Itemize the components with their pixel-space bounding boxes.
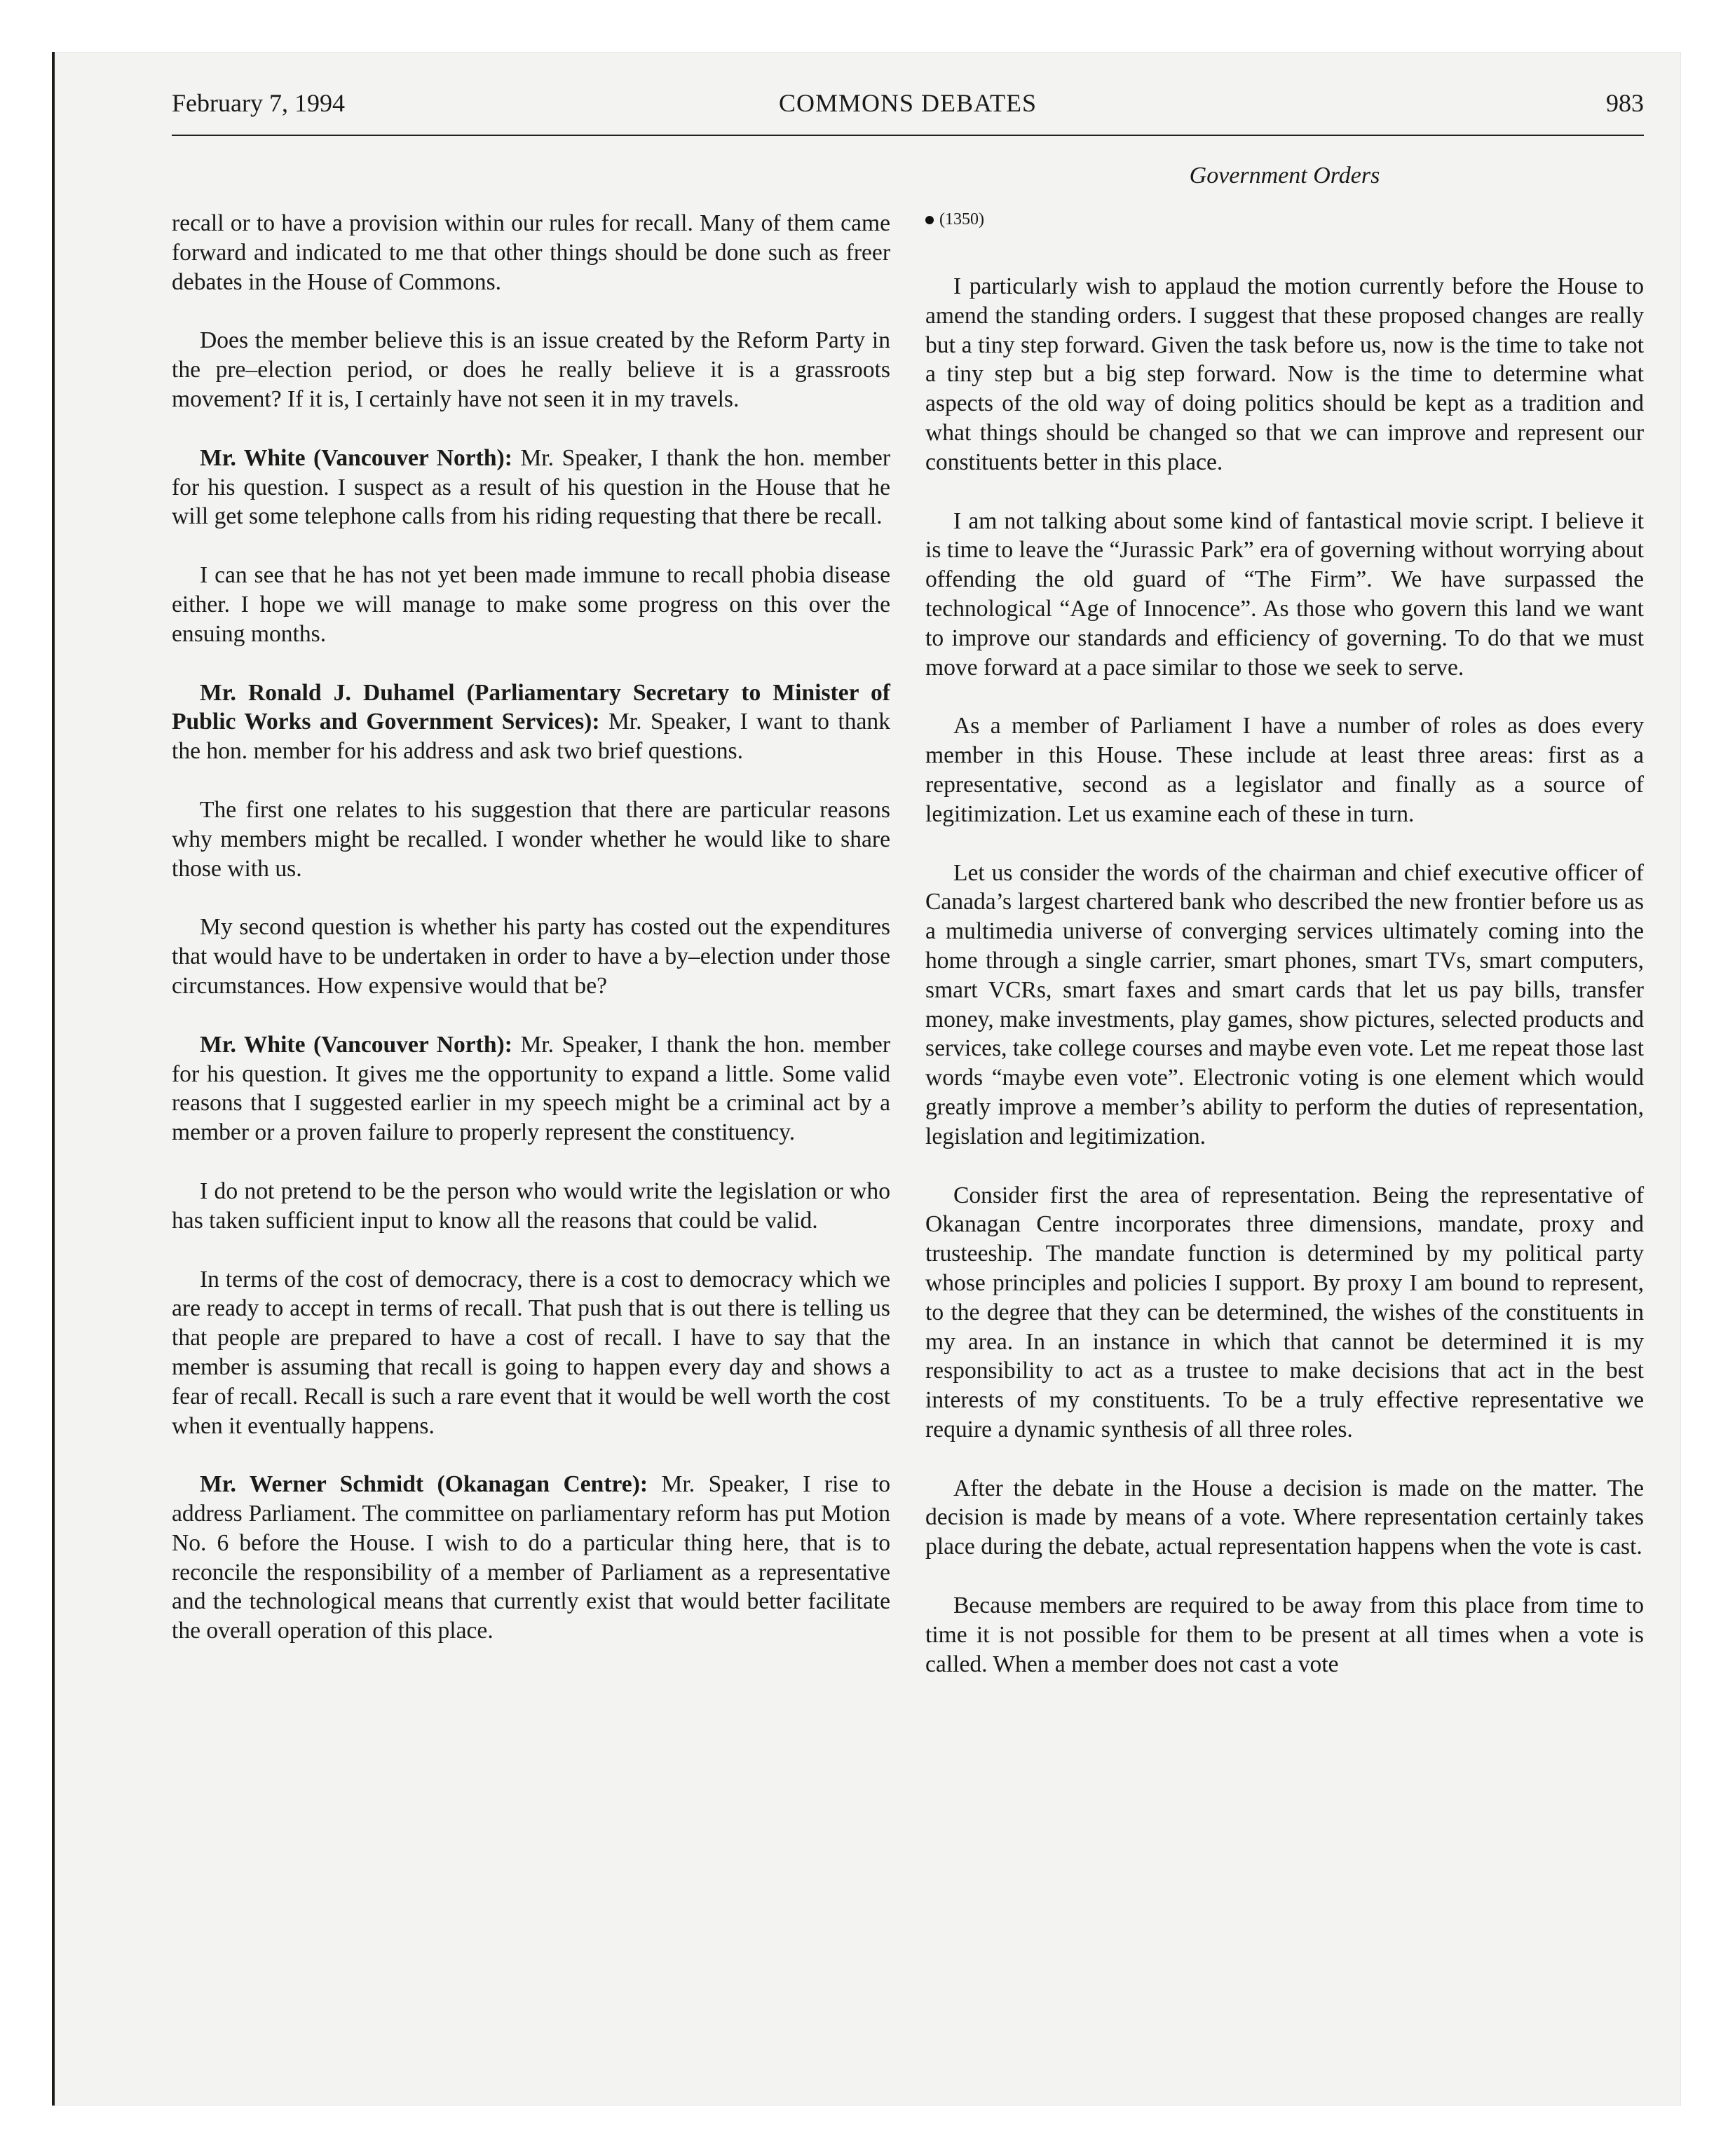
paragraph — [172, 913, 890, 1000]
speaker-name: Mr. White (Vancouver North): — [200, 1031, 512, 1058]
paragraph — [925, 272, 1644, 477]
paragraph-text: After the debate in the House a decision is made on the matter. The decision is made by means of a vote. Where representation certainly takes place during the debate, actual representation happens when the vote is cast. — [925, 1475, 1644, 1560]
paragraph-text: Because members are required to be away from this place from time to time it is not possible for them to be present at all times when a vote is called. When a member does not cast a vote — [925, 1592, 1644, 1677]
paragraph — [172, 444, 890, 531]
paragraph-text: recall or to have a provision within our rules for recall. Many of them came forward and indicated to me that other things should be done such as freer debates in the House of Commons. — [172, 210, 890, 295]
bullet-dot-icon — [925, 216, 934, 224]
header-title: COMMONS DEBATES — [778, 89, 1037, 117]
paragraph — [925, 711, 1644, 828]
paragraph-text: In terms of the cost of democracy, there is a cost to democracy which we are ready to accept in terms of recall. That push that is out there is telling us that people are prepared to have a cost of recall. I have to say that the member is assuming that recall is going to happen every day and shows a fear of recall. Recall is such a rare event that it would be well worth the cost when it eventually happens. — [172, 1266, 890, 1439]
speaker-name: Mr. Werner Schmidt (Okanagan Centre): — [200, 1471, 648, 1498]
paragraph — [172, 326, 890, 414]
left-column — [172, 209, 890, 1675]
paragraph — [925, 859, 1644, 1152]
paragraph-text: Mr. Speaker, I thank the hon. member for his question. I suspect as a result of his question in the House that he will get some telephone calls from his riding requesting that there be recall. — [172, 444, 890, 530]
paragraph-text: The first one relates to his suggestion that there are particular reasons why members might be recalled. I wonder whether he would like to share those with us. — [172, 796, 890, 882]
paragraph-text: Let us consider the words of the chairman and chief executive officer of Canada’s largest chartered bank who described the new frontier before us as a multimedia universe of converging services ultimately coming into the home through a single carrier, smart phones, smart TVs, smart computers, smart VCRs, smart faxes and smart cards that let us pay bills, transfer money, make investments, play games, show pictures, selected products and services, take college courses and maybe even vote. Let me repeat those last words “maybe even vote”. Electronic voting is one element which would greatly improve a member’s ability to perform the duties of representation, legislation and legitimization. — [925, 859, 1644, 1149]
paragraph — [172, 1177, 890, 1236]
paragraph — [172, 561, 890, 648]
paragraph-text: I am not talking about some kind of fantastical movie script. I believe it is time to leave the “Jurassic Park” era of governing without worrying about offending the old guard of “The Firm”. We have surpassed the technological “Age of Innocence”. As those who govern this land we want to improve our standards and efficiency of governing. To do that we must move forward at a pace similar to those we seek to serve. — [925, 507, 1644, 681]
paragraph — [925, 1181, 1644, 1445]
paragraph-text: Does the member believe this is an issue created by the Reform Party in the pre–election period, or does he really believe it is a grassroots movement? If it is, I certainly have not seen it in my travels. — [172, 327, 890, 412]
paragraph-text: Consider first the area of representation. Being the representative of Okanagan Centre incorporates three dimensions, mandate, proxy and trusteeship. The mandate function is determined by my political party whose principles and policies I support. By proxy I am bound to represent, to the degree that they can be determined, the wishes of the constituents in my area. In an instance in which that cannot be determined it is my responsibility to act as a trustee to make decisions that act in the best interests of my constituents. To be a truly effective representative we require a dynamic synthesis of all three roles. — [925, 1182, 1644, 1442]
paragraph — [925, 1474, 1644, 1562]
paragraph — [172, 1470, 890, 1646]
paragraph-text: Mr. Speaker, I want to thank the hon. member for his address and ask two brief questions. — [172, 709, 890, 765]
page-header — [172, 88, 1644, 136]
paragraph-text: I particularly wish to applaud the motion currently before the House to amend the standing orders. I suggest that these proposed changes are really but a tiny step forward. Given the task before us, now is the time to take not a tiny step but a big step forward. Now is the time to determine what aspects of the old way of doing politics should be kept as a tradition and what things should be changed so that we can improve and represent our constituents better in this place. — [925, 273, 1644, 475]
paragraph — [925, 1591, 1644, 1679]
speaker-name: Mr. White (Vancouver North): — [200, 444, 512, 471]
paragraph — [172, 796, 890, 883]
paragraph — [172, 1265, 890, 1441]
paragraph — [172, 209, 890, 296]
time-marker-text: (1350) — [939, 210, 984, 228]
paragraph-text: My second question is whether his party has costed out the expenditures that would have to be undertaken in order to have a by–election under those circumstances. How expensive would that be? — [172, 914, 890, 999]
speaker-name: Mr. Ronald J. Duhamel (Parliamentary Secretary to Minister of Public Works and Government Services): — [172, 679, 890, 735]
paragraph-text: Mr. Speaker, I thank the hon. member for his question. It gives me the opportunity to expand a little. Some valid reasons that I suggested earlier in my speech might be a criminal act by a member or a proven failure to properly represent the constituency. — [172, 1031, 890, 1146]
paragraph-text: Mr. Speaker, I rise to address Parliament. The committee on parliamentary reform has put Motion No. 6 before the House. I wish to do a particular thing here, that is to reconcile the responsibility of a member of Parliament as a representative and the technological means that currently exist that would better facilitate the overall operation of this place. — [172, 1471, 890, 1644]
section-label: Government Orders — [1189, 163, 1380, 189]
paragraph — [172, 1030, 890, 1147]
header-date: February 7, 1994 — [172, 89, 345, 117]
scan-border — [52, 52, 55, 2106]
paragraph-text: I can see that he has not yet been made immune to recall phobia disease either. I hope we will manage to make some progress on this over the ensuing months. — [172, 562, 890, 647]
paragraph — [172, 678, 890, 766]
time-marker — [925, 209, 1644, 230]
paragraph — [925, 507, 1644, 683]
paragraph-text: I do not pretend to be the person who would write the legislation or who has taken sufficient input to know all the reasons that could be valid. — [172, 1178, 890, 1234]
page-number: 983 — [1606, 89, 1644, 117]
right-column — [925, 209, 1644, 1708]
paragraph-text: As a member of Parliament I have a number of roles as does every member in this House. These include at least three areas: first as a representative, second as a legislator and finally as a source of legitimization. Let us examine each of these in turn. — [925, 713, 1644, 827]
